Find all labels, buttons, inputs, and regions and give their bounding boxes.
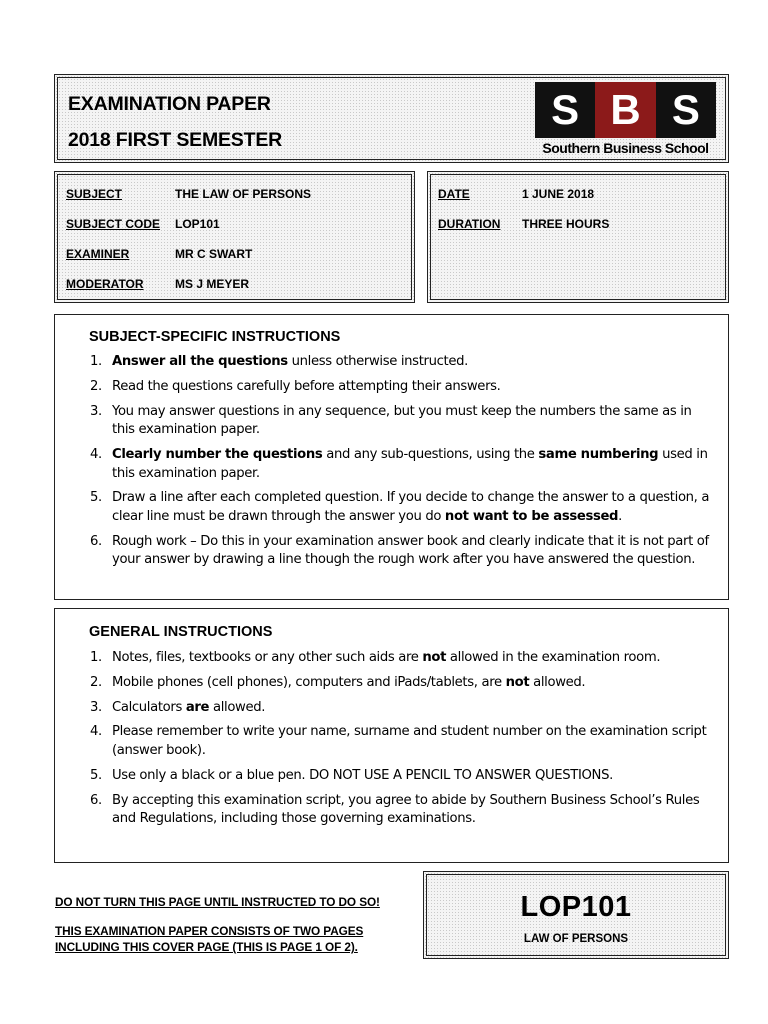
instruction-text: By accepting this examination script, you agree to abide by Southern Business School’s Rules and Regulations, including those governing examinations. <box>112 792 700 827</box>
instruction-number: 2. <box>90 378 102 394</box>
info-value: MS J MEYER <box>175 277 250 291</box>
info-value: MR C SWART <box>175 247 253 261</box>
instruction-text: . <box>618 508 622 524</box>
instruction-number: 5. <box>90 767 102 783</box>
instruction-number: 3. <box>90 699 102 715</box>
exam-title: EXAMINATION PAPER <box>68 93 271 115</box>
instruction-emphasis: Answer all the questions <box>112 354 288 369</box>
instruction-text: allowed. <box>529 674 586 690</box>
instruction-item <box>90 353 710 372</box>
instruction-number: 4. <box>90 724 102 740</box>
instruction-text: unless otherwise instructed. <box>287 354 468 369</box>
instruction-text: allowed in the examination room. <box>446 650 661 665</box>
instruction-item <box>90 649 710 668</box>
info-label: DURATION <box>438 217 501 231</box>
instruction-text: You may answer questions in any sequence, but you must keep the numbers the same as in this examination paper. <box>112 403 692 438</box>
instruction-text: Mobile phones (cell phones), computers and iPads/tablets, are <box>112 674 506 690</box>
instruction-text: Rough work – Do this in your examination answer book and clearly indicate that it is not part of your answer by drawing a line though the rough work after you have answered the question. <box>112 533 709 568</box>
do-not-turn-warning: DO NOT TURN THIS PAGE UNTIL INSTRUCTED TO DO SO! <box>55 895 380 909</box>
instruction-emphasis: not <box>422 650 447 665</box>
pages-note-line2: INCLUDING THIS COVER PAGE (THIS IS PAGE 1 OF 2). <box>55 940 358 954</box>
instruction-text: Draw a line after each completed question. If you decide to change the answer to a question, a clear line must be drawn through the answer you do <box>112 490 710 524</box>
info-value: 1 JUNE 2018 <box>522 187 595 201</box>
instruction-number: 6. <box>90 792 102 808</box>
instruction-emphasis: are <box>185 699 210 715</box>
instruction-text: Use only a black or a blue pen. DO NOT USE A PENCIL TO ANSWER QUESTIONS. <box>112 767 613 783</box>
info-label: SUBJECT <box>66 187 123 201</box>
instruction-text: and any sub-questions, using the <box>322 446 539 462</box>
semester-title: 2018 FIRST SEMESTER <box>68 129 283 151</box>
sbs-logo <box>535 82 716 160</box>
pages-note-line1: THIS EXAMINATION PAPER CONSISTS OF TWO PAGES <box>55 924 364 938</box>
general-instructions <box>54 608 729 863</box>
info-value: LOP101 <box>175 217 220 231</box>
exam-header <box>54 74 729 163</box>
general-title: GENERAL INSTRUCTIONS <box>89 624 273 640</box>
instruction-emphasis: not <box>505 674 530 690</box>
logo-letter-s2: S <box>656 82 716 138</box>
general-instructions-list <box>90 649 710 835</box>
info-label: SUBJECT CODE <box>66 217 161 231</box>
instruction-number: 1. <box>90 650 102 665</box>
instruction-item <box>90 674 710 693</box>
instruction-item <box>90 378 710 397</box>
subject-specific-instructions <box>54 314 729 600</box>
instruction-text: Calculators <box>112 699 186 715</box>
logo-letter-b: B <box>595 82 655 138</box>
instruction-number: 6. <box>90 533 102 549</box>
info-value: THE LAW OF PERSONS <box>175 187 312 201</box>
instruction-text: Please remember to write your name, surname and student number on the examination script (answer book). <box>112 724 707 758</box>
instruction-text: allowed. <box>209 699 266 715</box>
logo-school-name: Southern Business School <box>542 140 709 156</box>
instruction-number: 2. <box>90 674 102 690</box>
instruction-emphasis: not want to be assessed <box>444 508 619 524</box>
instruction-item <box>90 767 710 786</box>
subject-code: LOP101 <box>520 891 632 923</box>
subject-code-box <box>423 871 729 959</box>
info-value: THREE HOURS <box>522 217 610 231</box>
instruction-number: 4. <box>90 446 102 462</box>
instruction-text: Notes, files, textbooks or any other such aids are <box>112 650 423 665</box>
instruction-item <box>90 446 710 483</box>
instruction-text: used in this examination paper. <box>112 446 708 481</box>
instruction-item <box>90 489 710 526</box>
logo-letter-s1: S <box>535 82 595 138</box>
instruction-item <box>90 403 710 440</box>
instruction-number: 3. <box>90 403 102 419</box>
subject-info-box <box>54 171 415 303</box>
date-info-box <box>427 171 729 303</box>
instruction-item <box>90 699 710 718</box>
instruction-item <box>90 792 710 829</box>
instruction-emphasis: same numbering <box>538 446 659 462</box>
instruction-number: 1. <box>90 354 102 369</box>
instruction-item <box>90 533 710 570</box>
info-label: MODERATOR <box>66 277 144 291</box>
info-label: DATE <box>438 187 470 201</box>
subject-name: LAW OF PERSONS <box>523 933 629 945</box>
instruction-emphasis: Clearly number the questions <box>112 446 323 462</box>
specific-instructions-list <box>90 353 710 576</box>
info-label: EXAMINER <box>66 247 130 261</box>
instruction-text: Read the questions carefully before attempting their answers. <box>112 378 501 394</box>
instruction-item <box>90 723 710 760</box>
specific-title: SUBJECT-SPECIFIC INSTRUCTIONS <box>89 329 341 345</box>
instruction-number: 5. <box>90 490 102 506</box>
